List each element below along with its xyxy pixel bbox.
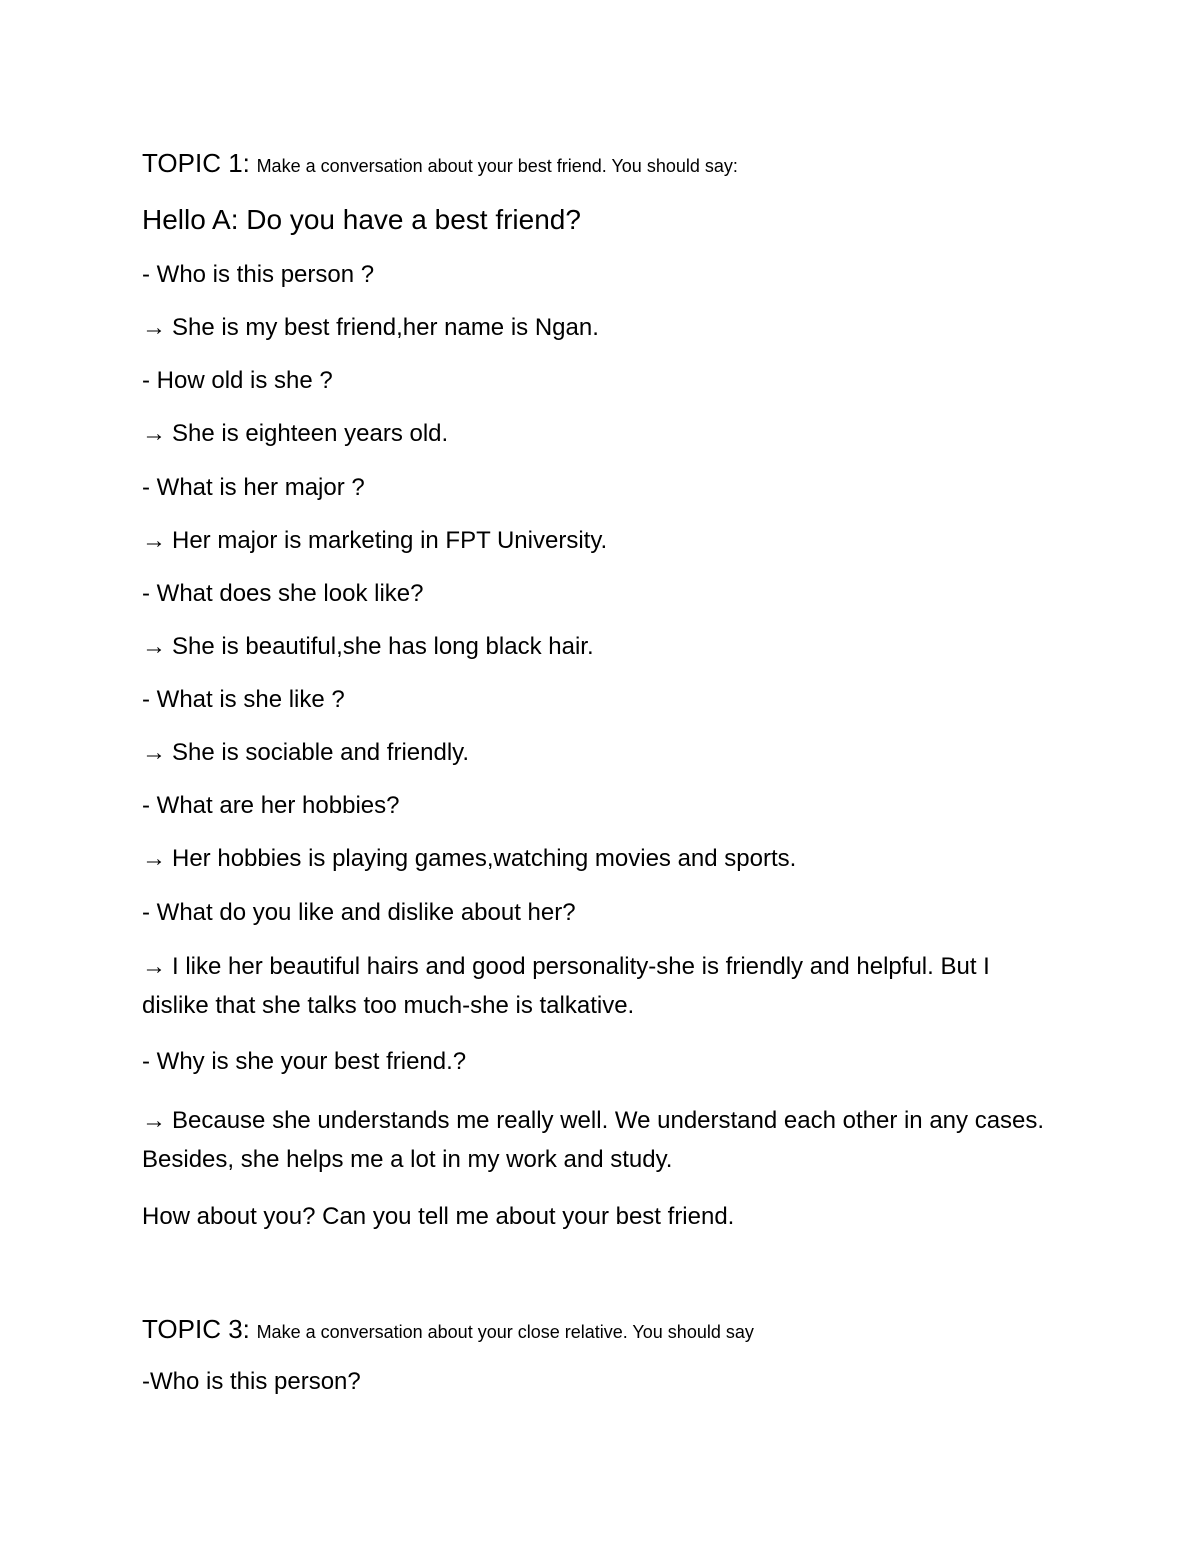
answer-line — [142, 526, 607, 556]
topic-1-label: TOPIC 1: — [142, 148, 250, 178]
answer-text: Her major is marketing in FPT University. — [172, 527, 608, 554]
answer-text: She is my best friend,her name is Ngan. — [172, 314, 599, 341]
question-line: - Who is this person ? — [142, 261, 375, 288]
arrow-right-icon: → — [142, 845, 166, 872]
answer-text: She is sociable and friendly. — [172, 739, 470, 766]
topic-1-description: Make a conversation about your best friend. You should say: — [256, 156, 738, 176]
answer-line — [142, 419, 448, 449]
question-line: - Why is she your best friend.? — [142, 1048, 467, 1075]
topic-3-heading — [142, 1314, 754, 1347]
arrow-right-icon: → — [142, 527, 166, 554]
question-line: - What is her major ? — [142, 474, 365, 501]
closing-line: How about you? Can you tell me about your best friend. — [142, 1203, 735, 1230]
answer-line — [142, 844, 796, 874]
answer-text: Because she understands me really well. We understand each other in any cases. Besides, she helps me a lot in my work and study. — [142, 1107, 1045, 1173]
greeting-line: Hello A: Do you have a best friend? — [142, 204, 581, 235]
topic-1-heading — [142, 148, 738, 181]
topic-3-description: Make a conversation about your close relative. You should say — [256, 1322, 754, 1342]
question-line: - What is she like ? — [142, 686, 345, 713]
question-line: - What does she look like? — [142, 580, 424, 607]
question-line: -Who is this person? — [142, 1368, 361, 1395]
answer-line — [142, 313, 599, 343]
answer-line — [142, 738, 469, 768]
question-line: - What are her hobbies? — [142, 792, 400, 819]
answer-text: She is eighteen years old. — [172, 420, 449, 447]
arrow-right-icon: → — [142, 953, 166, 980]
arrow-right-icon: → — [142, 1107, 166, 1134]
answer-paragraph — [142, 1101, 1052, 1179]
arrow-right-icon: → — [142, 420, 166, 447]
question-line: - How old is she ? — [142, 367, 333, 394]
answer-line — [142, 632, 594, 662]
arrow-right-icon: → — [142, 739, 166, 766]
answer-text: Her hobbies is playing games,watching movies and sports. — [172, 845, 797, 872]
arrow-right-icon: → — [142, 314, 166, 341]
answer-text: I like her beautiful hairs and good personality-she is friendly and helpful. But I dislike that she talks too much-she is talkative. — [142, 953, 990, 1019]
answer-paragraph — [142, 947, 1052, 1025]
answer-text: She is beautiful,she has long black hair. — [172, 633, 594, 660]
arrow-right-icon: → — [142, 633, 166, 660]
question-line: - What do you like and dislike about her? — [142, 899, 576, 926]
topic-3-label: TOPIC 3: — [142, 1314, 250, 1344]
